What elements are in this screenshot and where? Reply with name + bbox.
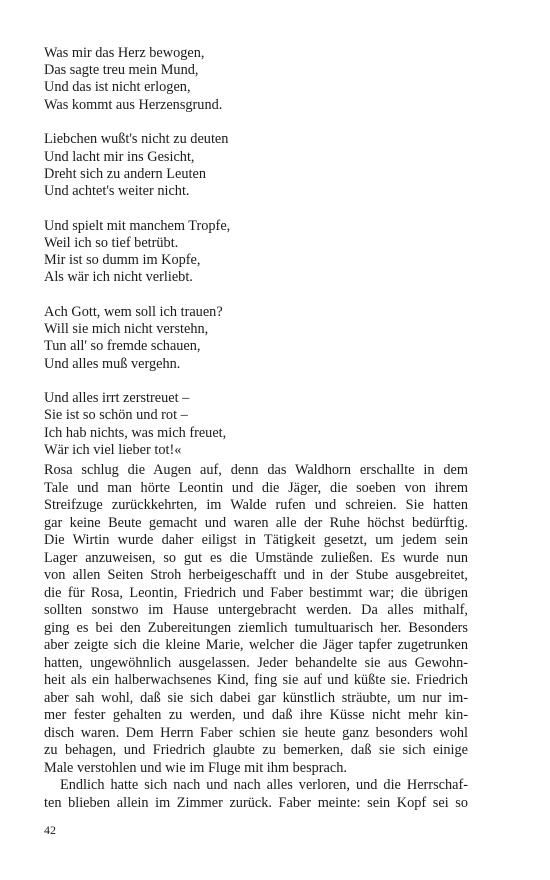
stanza xyxy=(44,131,468,200)
text-line: Rosa schlug die Augen auf, denn das Waldhorn erschallte in dem xyxy=(44,462,468,478)
verse-line: Weil ich so tief betrübt. xyxy=(44,234,179,251)
text-line: die für Rosa, Leontin, Friedrich und Faber bestimmt war; die übrigen xyxy=(44,584,468,601)
verse-line: Das sagte treu mein Mund, xyxy=(44,62,199,79)
text-line: Streifzuge zurückkehrten, im Walde rufen und schreien. Sie hatten xyxy=(44,497,468,513)
verse-line: Was kommt aus Herzensgrund. xyxy=(44,96,223,113)
verse-line: Und lacht mir ins Gesicht, xyxy=(44,148,195,165)
verse-line: Und alles irrt zerstreuet – xyxy=(44,390,190,407)
verse-line: Will sie mich nicht verstehn, xyxy=(44,321,209,338)
verse-line: Wär ich viel lieber tot!« xyxy=(44,441,182,458)
stanza xyxy=(44,390,468,459)
text-line: sollten sonstwo im Hause untergebracht werden. Da alles mithalf, xyxy=(44,602,468,618)
verse-line: Ich hab nichts, was mich freuet, xyxy=(44,424,227,441)
text-line: hatten, ungewöhnlich ausgelassen. Jeder behandelte sie aus Gewohn- xyxy=(44,654,468,671)
text-line: Lager anzuweisen, so gut es die Umstände zuließen. Es wurde nun xyxy=(44,549,468,566)
verse-line: Mir ist so dumm im Kopfe, xyxy=(44,252,201,269)
verse-line: Was mir das Herz bewogen, xyxy=(44,45,205,61)
stanza xyxy=(44,304,468,373)
verse-line: Und alles muß vergehn. xyxy=(44,355,181,372)
text-line: mer fester gehalten zu werden, und daß ihre Küsse nicht mehr kin- xyxy=(44,707,468,723)
verse-line: Und das ist nicht erlogen, xyxy=(44,79,191,96)
verse-line: Ach Gott, wem soll ich trauen? xyxy=(44,303,223,320)
text-line: Die Wirtin wurde daher eiligst in Tätigkeit gesetzt, um jedem sein xyxy=(44,532,468,548)
verse-line: Dreht sich zu andern Leuten xyxy=(44,165,206,182)
paragraph xyxy=(44,777,468,812)
text-line: Endlich hatte sich nach und nach alles verloren, und die Herrschaf- xyxy=(60,777,468,793)
page-number: 42 xyxy=(44,823,56,837)
verse-line: Und achtet's weiter nicht. xyxy=(44,182,190,199)
text-line: aber sah wohl, daß sie sich dabei gar künstlich sträubte, um nur im- xyxy=(44,689,468,706)
verse-line: Und spielt mit manchem Tropfe, xyxy=(44,217,231,234)
paragraph xyxy=(44,462,468,777)
text-line: disch waren. Dem Herrn Faber schien sie heute ganz besonders wohl xyxy=(44,724,468,741)
text-line: Tale und man hörte Leontin und die Jäger, die soeben von ihrem xyxy=(44,479,468,496)
text-line: gar keine Beute gemacht und waren alle der Ruhe höchst bedürftig. xyxy=(44,514,468,531)
stanza xyxy=(44,218,468,287)
text-line: ging es bei den Zubereitungen ziemlich tumultuarisch her. Besonders xyxy=(44,619,468,636)
text-line: Male verstohlen und wie im Fluge mit ihm besprach. xyxy=(44,759,347,776)
text-line: zu behagen, und Friedrich glaubte zu bemerken, daß sie sich einige xyxy=(44,742,468,758)
poem-body xyxy=(44,45,468,459)
poem xyxy=(44,45,468,459)
text-line: aber zeigte sich die kleine Marie, welcher die Jäger tapfer zugetrunken xyxy=(44,637,468,653)
verse-line: Als wär ich nicht verliebt. xyxy=(44,269,193,286)
text-line: heit als ein halberwachsenes Kind, fing sie auf und küßte sie. Friedrich xyxy=(44,672,468,688)
text-line: ten blieben allein im Zimmer zurück. Faber meinte: sein Kopf sei so xyxy=(44,794,468,811)
verse-line: Tun all' so fremde schauen, xyxy=(44,338,201,355)
text-line: von allen Seiten Stroh herbeigeschafft und in der Stube ausgebreitet, xyxy=(44,567,468,583)
prose-body xyxy=(44,462,468,812)
verse-line: Sie ist so schön und rot – xyxy=(44,407,188,424)
stanza xyxy=(44,45,468,114)
verse-line: Liebchen wußt's nicht zu deuten xyxy=(44,131,229,148)
